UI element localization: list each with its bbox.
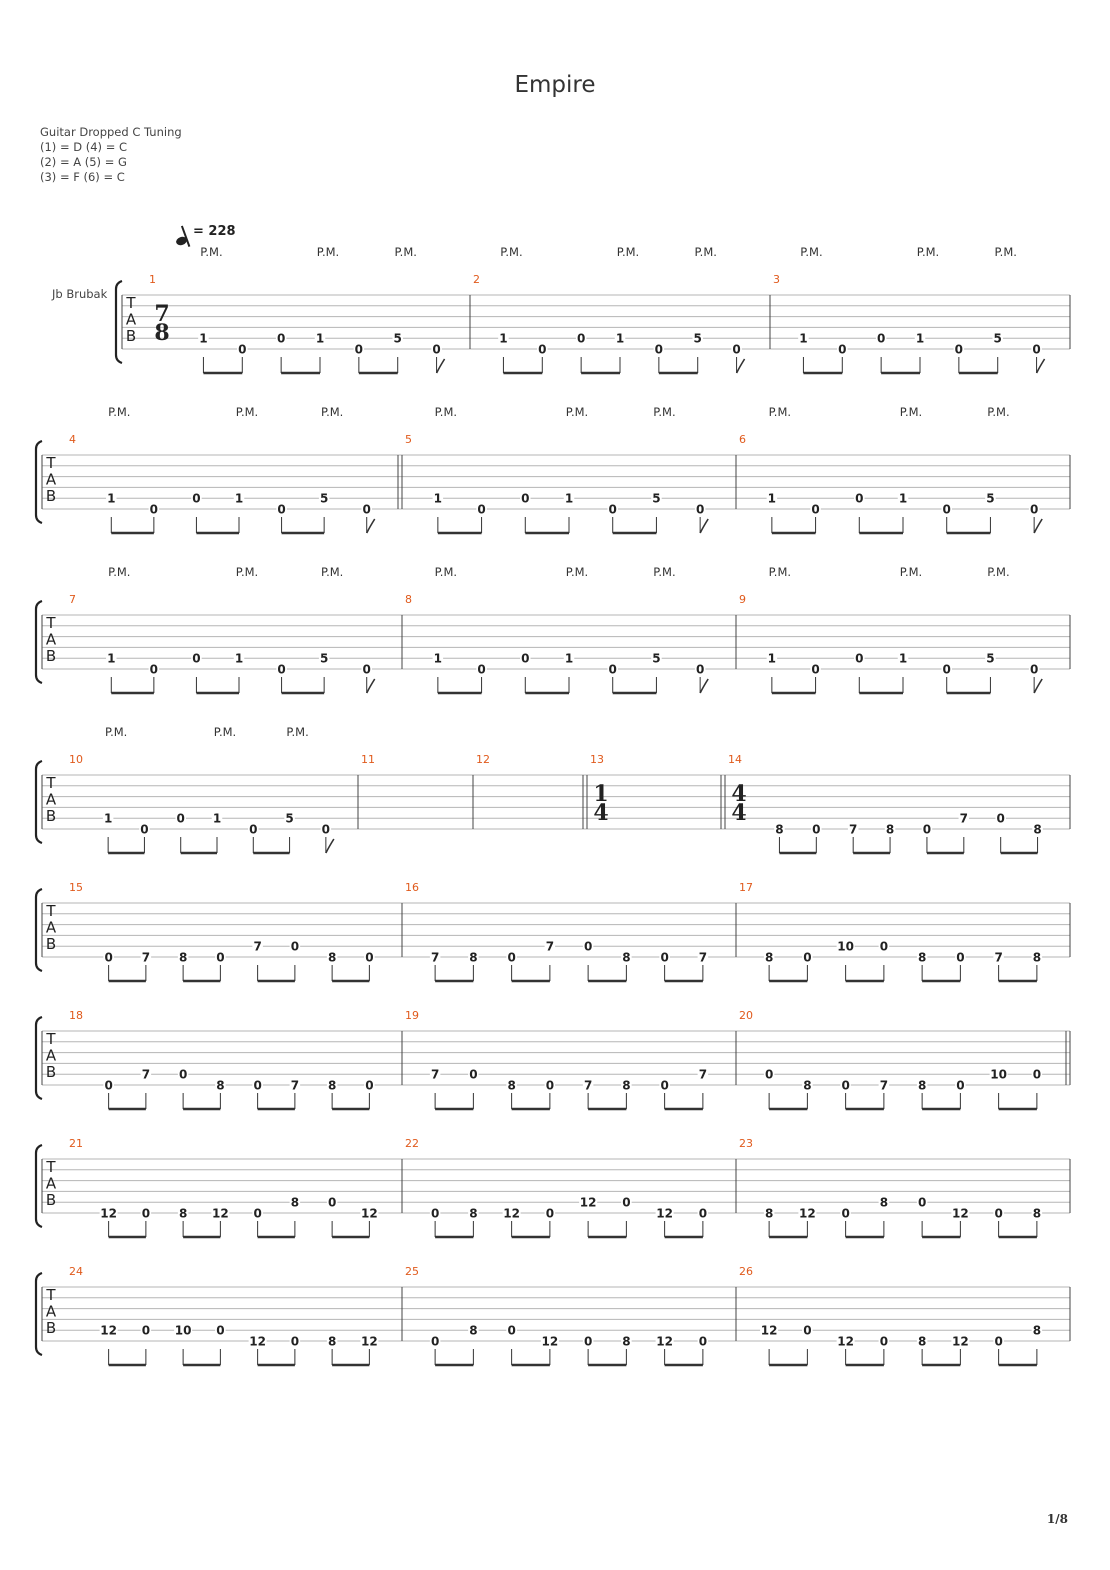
fret-number: 0: [327, 1195, 337, 1210]
fret-number: 8: [178, 950, 188, 965]
fret-number: 0: [1029, 662, 1039, 677]
measure-number: 3: [773, 273, 780, 286]
palm-mute-label: P.M.: [286, 725, 309, 739]
palm-mute-label: P.M.: [200, 245, 223, 259]
fret-number: 0: [803, 1323, 812, 1338]
palm-mute-label: P.M.: [653, 565, 676, 579]
measure-number: 25: [405, 1265, 419, 1278]
tab-clef-letter: A: [45, 470, 57, 489]
fret-number: 8: [469, 950, 478, 965]
tempo-value: = 228: [193, 224, 236, 239]
measure-number: 20: [739, 1009, 753, 1022]
fret-number: 8: [1032, 1323, 1042, 1338]
tab-clef-letter: A: [45, 1174, 57, 1193]
fret-number: 0: [811, 662, 820, 677]
fret-number: 0: [583, 1334, 593, 1349]
fret-number: 0: [253, 1078, 262, 1093]
fret-number: 0: [430, 1206, 440, 1221]
fret-number: 0: [732, 342, 741, 357]
measure-number: 4: [69, 433, 76, 446]
note-flag: [367, 679, 375, 693]
fret-number: 1: [767, 651, 777, 666]
palm-mute-label: P.M.: [235, 405, 259, 419]
fret-number: 8: [885, 822, 895, 837]
fret-number: 5: [652, 651, 661, 666]
note-flag: [700, 679, 708, 693]
fret-number: 0: [477, 502, 486, 517]
fret-number: 0: [141, 1206, 151, 1221]
fret-number: 0: [695, 502, 705, 517]
fret-number: 0: [104, 1078, 113, 1093]
fret-number: 0: [507, 1323, 516, 1338]
palm-mute-label: P.M.: [213, 725, 237, 739]
song-title: Empire: [514, 72, 596, 98]
note-flag: [1034, 679, 1042, 693]
fret-number: 0: [879, 1334, 889, 1349]
fret-number: 0: [290, 939, 300, 954]
fret-number: 1: [234, 491, 244, 506]
fret-number: 0: [432, 342, 441, 357]
fret-number: 12: [656, 1334, 673, 1349]
palm-mute-label: P.M.: [800, 245, 823, 259]
measure-number: 26: [739, 1265, 753, 1278]
fret-number: 12: [799, 1206, 816, 1221]
fret-number: 7: [253, 939, 262, 954]
palm-mute-label: P.M.: [899, 565, 923, 579]
fret-number: 0: [608, 662, 617, 677]
note-flag: [737, 359, 745, 373]
fret-number: 5: [285, 811, 294, 826]
fret-number: 0: [469, 1067, 478, 1082]
palm-mute-label: P.M.: [565, 405, 589, 419]
time-signature-bottom: 4: [731, 800, 747, 826]
fret-number: 0: [855, 651, 864, 666]
fret-number: 0: [538, 342, 547, 357]
fret-number: 12: [952, 1206, 969, 1221]
fret-number: 1: [898, 491, 908, 506]
fret-number: 8: [290, 1195, 300, 1210]
measure-number: 24: [69, 1265, 83, 1278]
palm-mute-label: P.M.: [108, 405, 131, 419]
measure-number: 8: [405, 593, 412, 606]
palm-mute-label: P.M.: [108, 565, 131, 579]
fret-number: 1: [767, 491, 777, 506]
fret-number: 0: [140, 822, 149, 837]
fret-number: 0: [1032, 342, 1041, 357]
measure-number: 17: [739, 881, 753, 894]
tab-clef-letter: B: [45, 1191, 57, 1209]
fret-number: 0: [362, 502, 371, 517]
fret-number: 0: [276, 331, 286, 346]
measure-number: 2: [473, 273, 480, 286]
measure-number: 15: [69, 881, 83, 894]
fret-number: 0: [698, 1334, 708, 1349]
fret-number: 0: [838, 342, 847, 357]
fret-number: 12: [100, 1323, 117, 1338]
palm-mute-label: P.M.: [653, 405, 676, 419]
time-signature-top: 7: [154, 301, 170, 327]
fret-number: 0: [1029, 502, 1039, 517]
page-number: 1/8: [1046, 1512, 1068, 1526]
fret-number: 0: [238, 342, 247, 357]
measure-number: 21: [69, 1137, 83, 1150]
fret-number: 0: [521, 491, 530, 506]
fret-number: 0: [149, 662, 159, 677]
note-flag: [1034, 519, 1042, 533]
fret-number: 1: [615, 331, 625, 346]
fret-number: 0: [321, 822, 331, 837]
fret-number: 0: [430, 1334, 440, 1349]
fret-number: 1: [564, 651, 574, 666]
tab-clef-letter: A: [45, 1302, 57, 1321]
fret-number: 0: [956, 950, 965, 965]
fret-number: 8: [803, 1078, 812, 1093]
palm-mute-label: P.M.: [987, 405, 1010, 419]
fret-number: 8: [917, 950, 927, 965]
tuning-line-1: (1) = D (4) = C: [40, 140, 128, 154]
tab-clef-letter: A: [125, 310, 137, 329]
fret-number: 12: [952, 1334, 969, 1349]
system-bracket: [116, 281, 122, 363]
fret-number: 5: [652, 491, 661, 506]
fret-number: 1: [107, 651, 116, 666]
fret-number: 1: [212, 811, 222, 826]
fret-number: 0: [545, 1206, 555, 1221]
fret-number: 0: [841, 1206, 850, 1221]
time-signature-top: 4: [731, 781, 747, 807]
fret-number: 8: [764, 950, 774, 965]
fret-number: 1: [433, 651, 443, 666]
palm-mute-label: P.M.: [768, 405, 792, 419]
tuning-line-3: (3) = F (6) = C: [40, 170, 125, 184]
measure-number: 13: [590, 753, 604, 766]
measure-number: 9: [739, 593, 746, 606]
fret-number: 0: [654, 342, 664, 357]
palm-mute-label: P.M.: [616, 245, 640, 259]
system-bracket: [36, 1145, 42, 1227]
measure-number: 18: [69, 1009, 83, 1022]
note-flag: [700, 519, 708, 533]
palm-mute-label: P.M.: [994, 245, 1017, 259]
measure-number: 19: [405, 1009, 419, 1022]
measure-number: 7: [69, 593, 76, 606]
note-flag: [367, 519, 375, 533]
fret-number: 0: [545, 1078, 555, 1093]
fret-number: 0: [917, 1195, 927, 1210]
measure-number: 11: [361, 753, 375, 766]
fret-number: 8: [917, 1078, 927, 1093]
fret-number: 0: [253, 1206, 262, 1221]
palm-mute-label: P.M.: [434, 405, 458, 419]
fret-number: 7: [545, 939, 555, 954]
fret-number: 7: [698, 950, 708, 965]
tab-clef-letter: A: [45, 918, 57, 937]
fret-number: 0: [956, 1078, 965, 1093]
fret-number: 0: [942, 502, 951, 517]
fret-number: 0: [764, 1067, 774, 1082]
fret-number: 0: [362, 662, 371, 677]
tab-clef-letter: B: [125, 327, 137, 345]
tab-clef-letter: T: [46, 1030, 56, 1048]
measure-number: 5: [405, 433, 412, 446]
fret-number: 0: [660, 950, 669, 965]
fret-number: 7: [849, 822, 858, 837]
fret-number: 1: [199, 331, 208, 346]
fret-number: 12: [837, 1334, 854, 1349]
fret-number: 0: [176, 811, 185, 826]
fret-number: 10: [990, 1067, 1007, 1082]
fret-number: 0: [507, 950, 516, 965]
fret-number: 0: [249, 822, 258, 837]
fret-number: 7: [430, 1067, 440, 1082]
fret-number: 0: [192, 651, 201, 666]
tuning-line-2: (2) = A (5) = G: [40, 155, 127, 169]
fret-number: 7: [698, 1067, 708, 1082]
fret-number: 8: [622, 950, 631, 965]
fret-number: 5: [986, 651, 995, 666]
fret-number: 8: [469, 1206, 478, 1221]
measure-number: 12: [476, 753, 490, 766]
fret-number: 12: [760, 1323, 778, 1338]
fret-number: 10: [174, 1323, 192, 1338]
fret-number: 0: [622, 1195, 631, 1210]
fret-number: 8: [327, 950, 337, 965]
tab-clef-letter: T: [46, 774, 56, 792]
palm-mute-label: P.M.: [235, 565, 259, 579]
fret-number: 0: [855, 491, 864, 506]
fret-number: 12: [656, 1206, 673, 1221]
fret-number: 7: [141, 950, 151, 965]
palm-mute-label: P.M.: [500, 245, 523, 259]
fret-number: 0: [996, 811, 1005, 826]
tab-clef-letter: B: [45, 1063, 57, 1081]
fret-number: 8: [507, 1078, 516, 1093]
palm-mute-label: P.M.: [104, 725, 128, 739]
fret-number: 0: [216, 1323, 225, 1338]
fret-number: 8: [917, 1334, 927, 1349]
tab-clef-letter: B: [45, 487, 57, 505]
fret-number: 1: [433, 491, 443, 506]
fret-number: 7: [994, 950, 1003, 965]
system-bracket: [36, 761, 42, 843]
fret-number: 0: [879, 939, 889, 954]
fret-number: 5: [319, 491, 329, 506]
measure-number: 23: [739, 1137, 753, 1150]
palm-mute-label: P.M.: [316, 245, 340, 259]
fret-number: 8: [622, 1078, 631, 1093]
fret-number: 0: [365, 1078, 374, 1093]
fret-number: 1: [898, 651, 908, 666]
fret-number: 0: [994, 1334, 1003, 1349]
fret-number: 0: [994, 1206, 1003, 1221]
fret-number: 7: [141, 1067, 151, 1082]
measure-number: 1: [149, 273, 156, 286]
fret-number: 8: [216, 1078, 225, 1093]
tab-clef-letter: A: [45, 790, 57, 809]
fret-number: 0: [576, 331, 586, 346]
tab-clef-letter: B: [45, 647, 57, 665]
tab-clef-letter: A: [45, 1046, 57, 1065]
fret-number: 0: [811, 502, 820, 517]
fret-number: 8: [327, 1078, 337, 1093]
fret-number: 0: [149, 502, 159, 517]
tab-clef-letter: B: [45, 1319, 57, 1337]
fret-number: 8: [775, 822, 784, 837]
fret-number: 8: [469, 1323, 478, 1338]
fret-number: 10: [837, 939, 854, 954]
fret-number: 7: [583, 1078, 593, 1093]
fret-number: 12: [361, 1206, 378, 1221]
palm-mute-label: P.M.: [434, 565, 458, 579]
fret-number: 1: [564, 491, 574, 506]
fret-number: 12: [249, 1334, 266, 1349]
tab-clef-letter: B: [45, 807, 57, 825]
palm-mute-label: P.M.: [916, 245, 940, 259]
fret-number: 0: [698, 1206, 708, 1221]
palm-mute-label: P.M.: [320, 405, 344, 419]
palm-mute-label: P.M.: [320, 565, 344, 579]
fret-number: 0: [660, 1078, 669, 1093]
system-bracket: [36, 601, 42, 683]
fret-number: 0: [942, 662, 951, 677]
fret-number: 1: [103, 811, 113, 826]
time-signature-bottom: 4: [593, 800, 609, 826]
palm-mute-label: P.M.: [694, 245, 717, 259]
measure-number: 6: [739, 433, 746, 446]
fret-number: 7: [430, 950, 440, 965]
measure-number: 22: [405, 1137, 419, 1150]
tab-clef-letter: T: [46, 902, 56, 920]
fret-number: 8: [764, 1206, 774, 1221]
fret-number: 12: [212, 1206, 229, 1221]
fret-number: 5: [393, 331, 402, 346]
fret-number: 0: [365, 950, 374, 965]
system-bracket: [36, 889, 42, 971]
fret-number: 1: [315, 331, 325, 346]
fret-number: 0: [812, 822, 821, 837]
fret-number: 0: [178, 1067, 188, 1082]
fret-number: 1: [107, 491, 116, 506]
fret-number: 1: [915, 331, 925, 346]
palm-mute-label: P.M.: [987, 565, 1010, 579]
fret-number: 0: [876, 331, 886, 346]
note-flag: [1037, 359, 1045, 373]
fret-number: 1: [799, 331, 808, 346]
fret-number: 8: [1032, 950, 1042, 965]
fret-number: 12: [579, 1195, 597, 1210]
fret-number: 0: [216, 950, 225, 965]
fret-number: 0: [277, 662, 286, 677]
fret-number: 8: [327, 1334, 337, 1349]
fret-number: 0: [141, 1323, 151, 1338]
fret-number: 0: [841, 1078, 850, 1093]
fret-number: 7: [879, 1078, 889, 1093]
fret-number: 8: [1032, 1206, 1042, 1221]
fret-number: 0: [277, 502, 286, 517]
system-bracket: [36, 441, 42, 523]
fret-number: 8: [1033, 822, 1042, 837]
fret-number: 12: [100, 1206, 117, 1221]
palm-mute-label: P.M.: [768, 565, 792, 579]
tab-clef-letter: B: [45, 935, 57, 953]
system-bracket: [36, 1017, 42, 1099]
tab-clef-letter: T: [46, 454, 56, 472]
fret-number: 1: [234, 651, 244, 666]
fret-number: 8: [879, 1195, 889, 1210]
time-signature-bottom: 8: [154, 320, 170, 346]
tab-clef-letter: T: [46, 1286, 56, 1304]
fret-number: 0: [1032, 1067, 1042, 1082]
tab-clef-letter: T: [46, 614, 56, 632]
fret-number: 5: [319, 651, 329, 666]
tuning-heading: Guitar Dropped C Tuning: [40, 125, 182, 139]
measure-number: 16: [405, 881, 419, 894]
fret-number: 0: [695, 662, 705, 677]
fret-number: 0: [521, 651, 530, 666]
fret-number: 12: [361, 1334, 378, 1349]
palm-mute-label: P.M.: [394, 245, 417, 259]
fret-number: 0: [922, 822, 932, 837]
fret-number: 8: [622, 1334, 631, 1349]
fret-number: 1: [499, 331, 508, 346]
fret-number: 0: [477, 662, 486, 677]
fret-number: 12: [541, 1334, 559, 1349]
fret-number: 12: [503, 1206, 520, 1221]
system-bracket: [36, 1273, 42, 1355]
fret-number: 5: [693, 331, 702, 346]
fret-number: 8: [178, 1206, 188, 1221]
tab-clef-letter: T: [126, 294, 136, 312]
fret-number: 5: [986, 491, 995, 506]
fret-number: 0: [954, 342, 964, 357]
fret-number: 7: [290, 1078, 300, 1093]
fret-number: 0: [608, 502, 617, 517]
fret-number: 0: [192, 491, 201, 506]
note-flag: [437, 359, 445, 373]
track-name: Jb Brubak: [52, 287, 108, 301]
fret-number: 0: [104, 950, 113, 965]
fret-number: 5: [993, 331, 1002, 346]
measure-number: 10: [69, 753, 83, 766]
palm-mute-label: P.M.: [565, 565, 589, 579]
fret-number: 0: [354, 342, 364, 357]
fret-number: 0: [803, 950, 812, 965]
fret-number: 0: [583, 939, 593, 954]
palm-mute-label: P.M.: [899, 405, 923, 419]
time-signature-top: 1: [593, 781, 609, 807]
fret-number: 7: [959, 811, 968, 826]
tab-clef-letter: A: [45, 630, 57, 649]
measure-number: 14: [728, 753, 742, 766]
note-flag: [326, 839, 334, 853]
fret-number: 0: [290, 1334, 300, 1349]
tab-clef-letter: T: [46, 1158, 56, 1176]
